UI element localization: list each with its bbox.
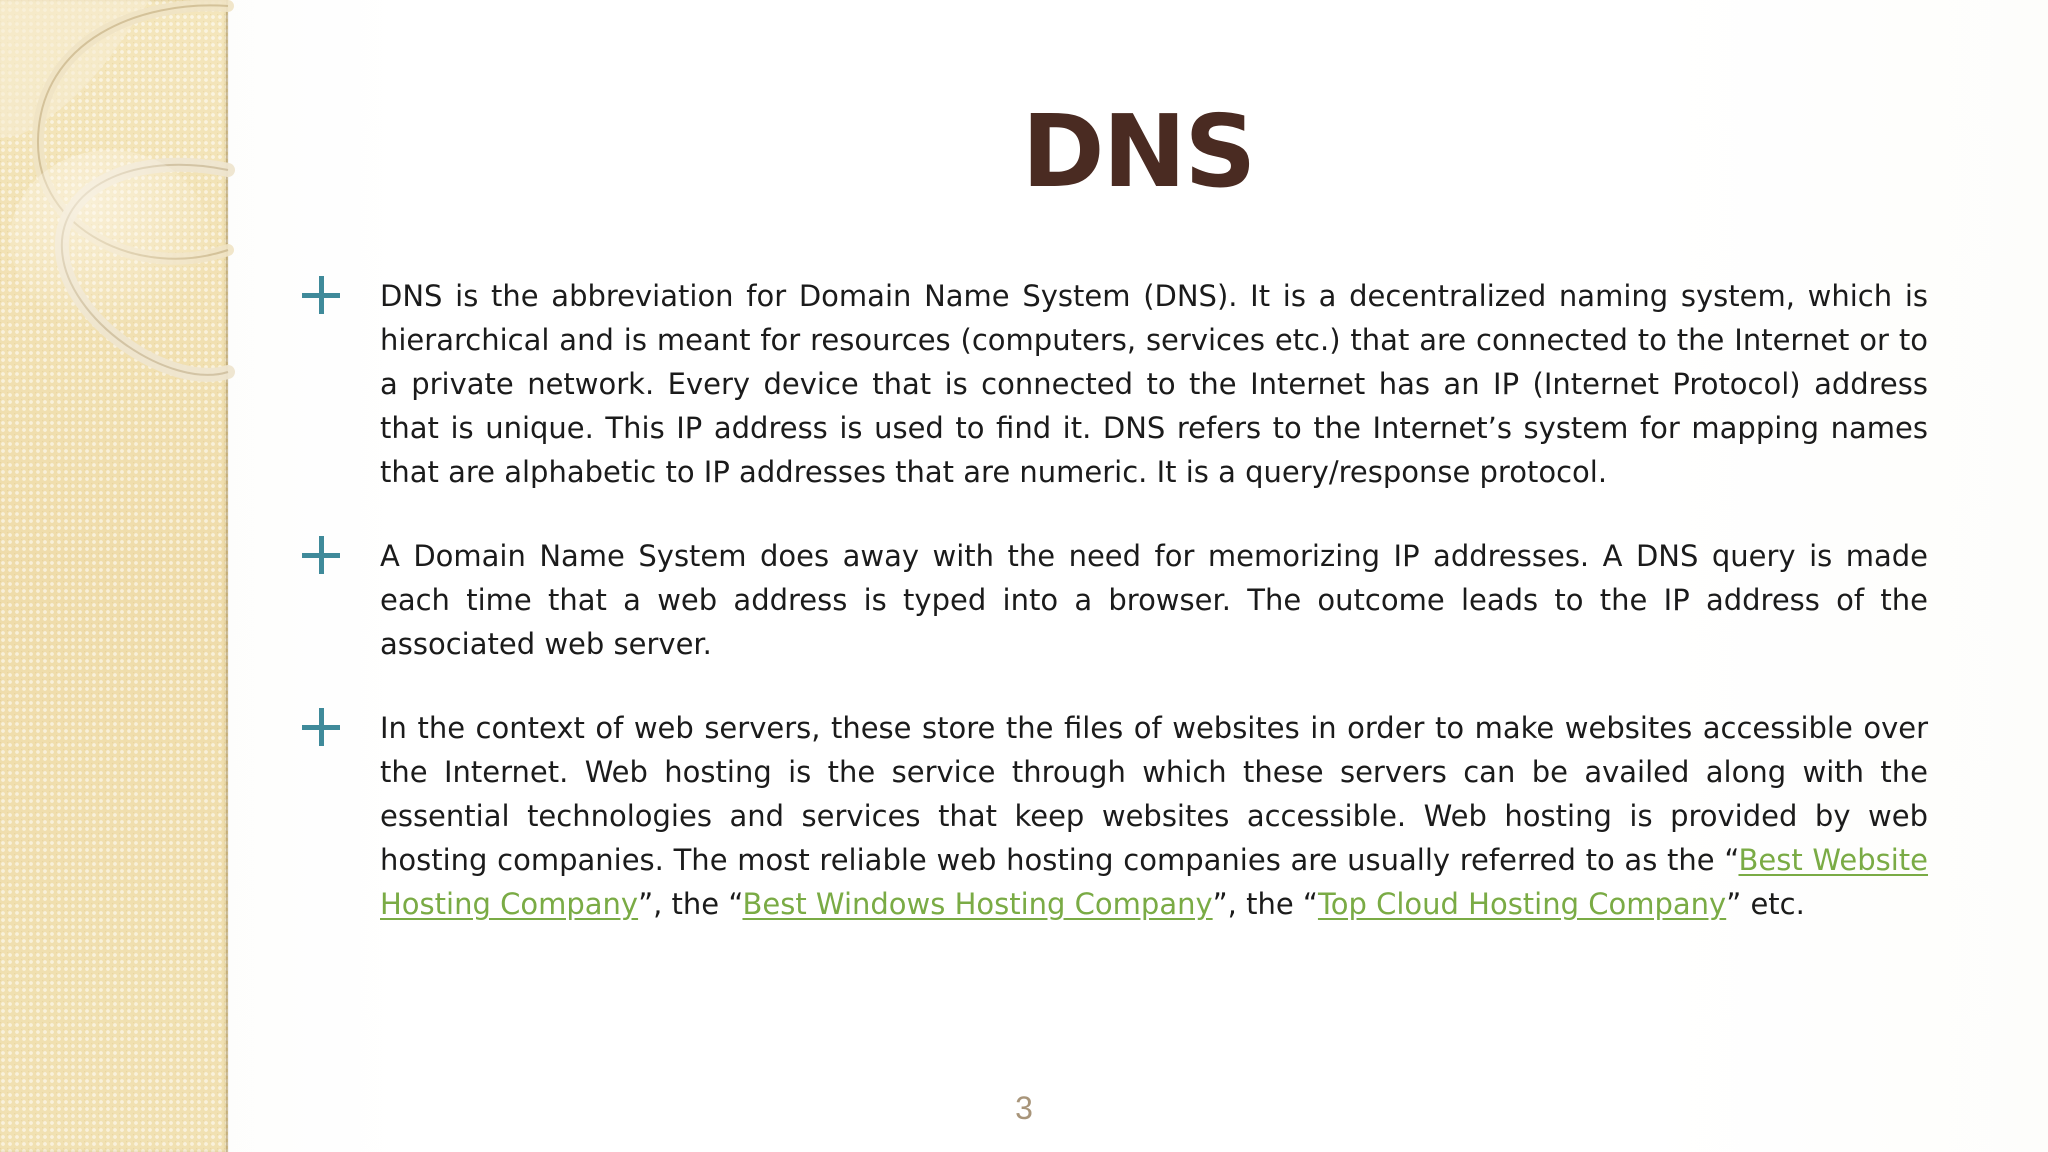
slide-title: DNS (1021, 93, 1255, 210)
page-number: 3 (1015, 1090, 1033, 1126)
plus-icon (300, 536, 342, 578)
bullet-item (300, 534, 1928, 666)
bullet-text-segment: ”, the “ (638, 887, 743, 921)
bullet-item (300, 706, 1928, 926)
bullet-text-segment: In the context of web servers, these store the files of websites in order to make websites accessible over the Internet. Web hosting is the service through which these servers can be availed along with the essential technologies and services that keep websites accessible. Web hosting is provided by web hosting companies. The most reliable web hosting companies are usually referred to as the “ (380, 711, 1928, 877)
bullet-text-segment: ” etc. (1726, 887, 1805, 921)
bullet-text-segment: ”, the “ (1212, 887, 1318, 921)
bullet-text: DNS is the abbreviation for Domain Name System (DNS). It is a decentralized naming system, which is hierarchical and is meant for resources (computers, services etc.) that are connected to the Internet or to a private network. Every device that is connected to the Internet has an IP (Internet Protocol) address that is unique. This IP address is used to find it. DNS refers to the Internet’s system for mapping names that are alphabetic to IP addresses that are numeric. It is a query/response protocol. (380, 279, 1928, 489)
link-best-windows-hosting-company[interactable]: Best Windows Hosting Company (742, 887, 1213, 921)
link-best-website-hosting-company[interactable]: Best Website Hosting Company (380, 843, 1929, 921)
link-top-cloud-hosting-company[interactable]: Top Cloud Hosting Company (1317, 887, 1727, 921)
bullet-text (380, 706, 1928, 926)
plus-icon (300, 276, 342, 318)
plus-icon (300, 708, 342, 750)
decorative-swirl-icon (0, 0, 240, 420)
bullet-list (300, 274, 1928, 966)
bullet-item (300, 274, 1928, 494)
bullet-text: A Domain Name System does away with the need for memorizing IP addresses. A DNS query is made each time that a web address is typed into a browser. The outcome leads to the IP address of the associated web server. (380, 539, 1928, 661)
